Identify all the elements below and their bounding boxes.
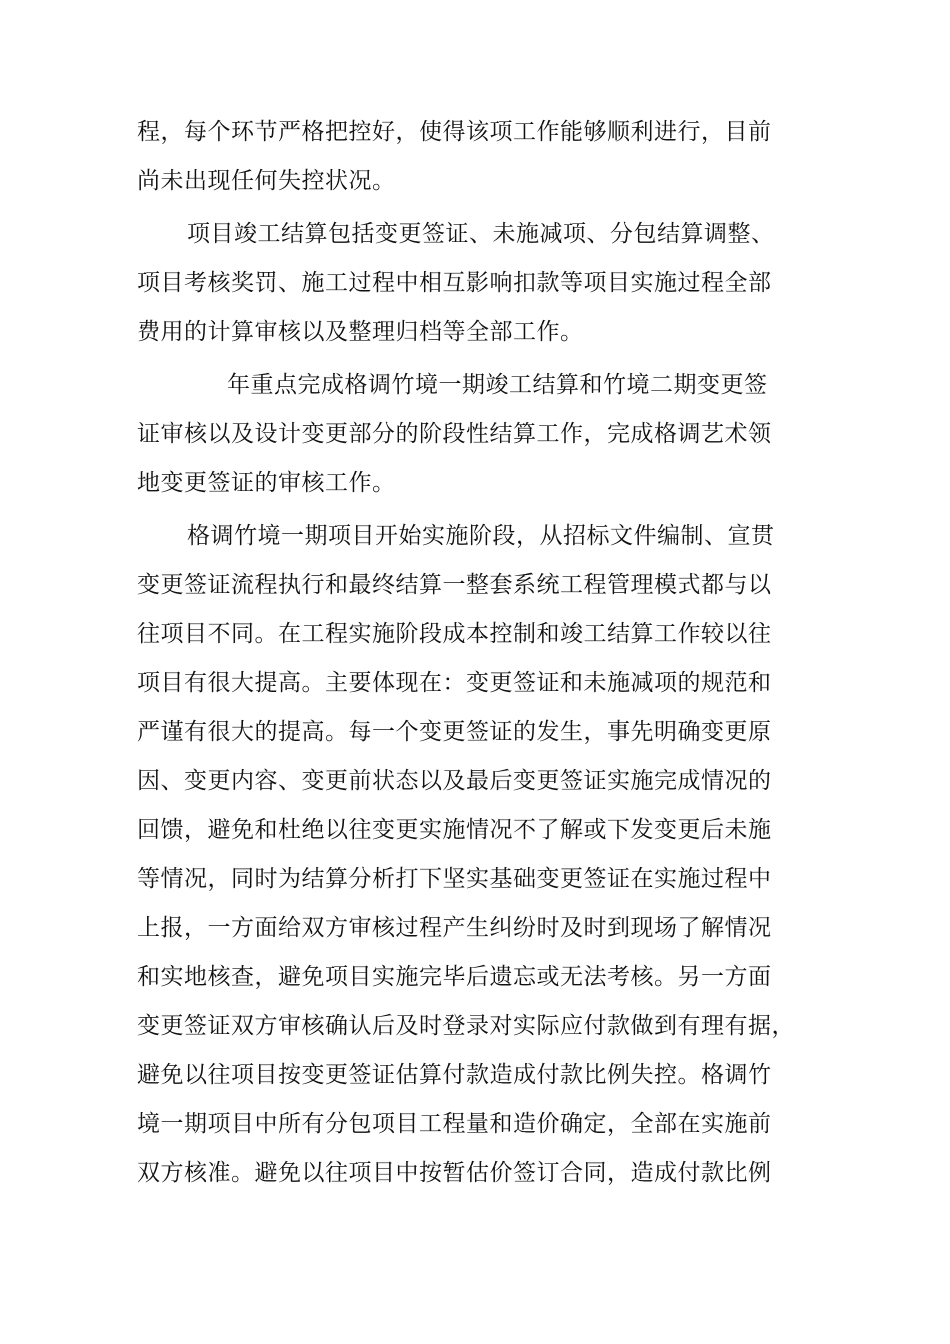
text-line: 变更签证双方审核确认后及时登录对实际应付款做到有理有据， <box>137 1013 795 1039</box>
text-line: 上报，一方面给双方审核过程产生纠纷时及时到现场了解情况 <box>137 915 772 941</box>
text-line: 程，每个环节严格把控好，使得该项工作能够顺利进行，目前 <box>137 119 772 145</box>
text-line: 证审核以及设计变更部分的阶段性结算工作，完成格调艺术领 <box>137 421 772 447</box>
paragraph <box>137 210 837 357</box>
text-line: 境一期项目中所有分包项目工程量和造价确定，全部在实施前 <box>137 1111 772 1137</box>
text-line: 双方核准。避免以往项目中按暂估价签订合同，造成付款比例 <box>137 1160 772 1186</box>
text-line: 和实地核查，避免项目实施完毕后遗忘或无法考核。另一方面 <box>137 964 772 990</box>
paragraph <box>137 512 837 1198</box>
text-line: 变更签证流程执行和最终结算一整套系统工程管理模式都与以 <box>137 572 772 598</box>
text-line: 等情况，同时为结算分析打下坚实基础变更签证在实施过程中 <box>137 866 772 892</box>
text-line: 回馈，避免和杜绝以往变更实施情况不了解或下发变更后未施 <box>137 817 772 843</box>
text-line: 往项目不同。在工程实施阶段成本控制和竣工结算工作较以往 <box>137 621 772 647</box>
text-line: 格调竹境一期项目开始实施阶段，从招标文件编制、宣贯 <box>187 523 775 549</box>
text-line: 项目有很大提高。主要体现在：变更签证和未施减项的规范和 <box>137 670 772 696</box>
text-line: 项目考核奖罚、施工过程中相互影响扣款等项目实施过程全部 <box>137 270 772 296</box>
text-line: 因、变更内容、变更前状态以及最后变更签证实施完成情况的 <box>137 768 772 794</box>
text-line: 项目竣工结算包括变更签证、未施减项、分包结算调整、 <box>187 221 775 247</box>
paragraph <box>137 108 837 206</box>
paragraph <box>137 361 837 508</box>
text-line: 费用的计算审核以及整理归档等全部工作。 <box>137 319 584 345</box>
document-body <box>137 108 837 1198</box>
text-line: 避免以往项目按变更签证估算付款造成付款比例失控。格调竹 <box>137 1062 772 1088</box>
text-line: 地变更签证的审核工作。 <box>137 470 396 496</box>
text-line: 尚未出现任何失控状况。 <box>137 168 396 194</box>
text-line: 年重点完成格调竹境一期竣工结算和竹境二期变更签 <box>227 372 768 398</box>
text-line: 严谨有很大的提高。每一个变更签证的发生，事先明确变更原 <box>137 719 772 745</box>
